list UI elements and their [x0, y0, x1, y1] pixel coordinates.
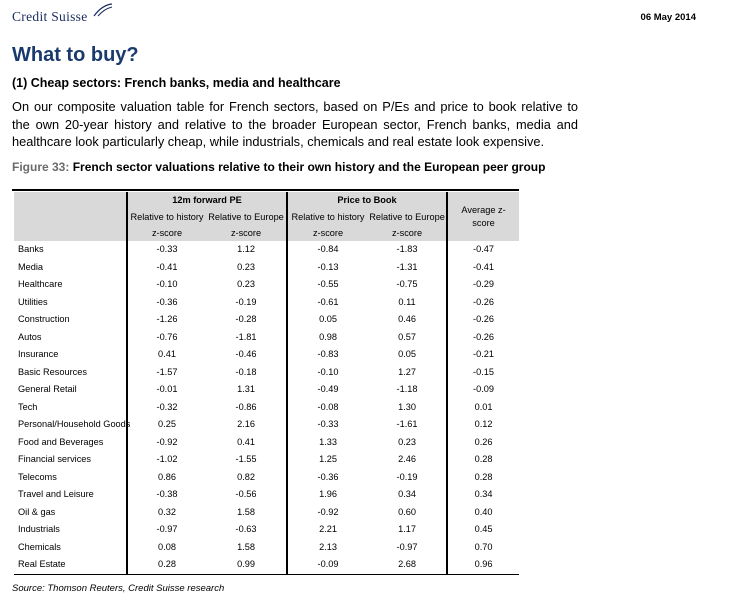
pb-hist-header: Relative to history	[287, 209, 368, 226]
sector-name: Real Estate	[14, 556, 127, 574]
pb-eur-value: -1.61	[396, 419, 418, 429]
unit-label: z-score	[127, 226, 206, 241]
pe-eur-value: 2.16	[237, 419, 255, 429]
page-title: What to buy?	[12, 44, 139, 66]
pe-hist-value: -1.57	[127, 364, 206, 382]
sector-name: Insurance	[18, 349, 59, 359]
average-zscore-value: 0.40	[447, 504, 519, 522]
sector-name: Construction	[18, 314, 70, 324]
sector-name: Travel and Leisure	[18, 489, 94, 499]
pb-eur-value: 0.11	[398, 296, 416, 307]
section-heading: (1) Cheap sectors: French banks, media and healthcare	[12, 76, 341, 90]
pb-eur-value: 0.05	[398, 349, 416, 359]
pe-hist-value: -0.97	[127, 521, 206, 539]
pe-hist-value: -0.41	[127, 259, 206, 277]
sector-name: General Retail	[18, 384, 77, 394]
figure-caption	[12, 158, 572, 176]
pe-hist-value: -1.26	[127, 311, 206, 329]
figure-number: Figure 33:	[12, 160, 70, 174]
pe-eur-value: -1.81	[235, 331, 257, 342]
pe-hist-value: 0.28	[127, 556, 206, 574]
pb-eur-header: Relative to Europe	[368, 209, 447, 226]
figure-title: French sector valuations relative to their own history and the European peer group	[72, 160, 546, 174]
pb-eur-value: 0.46	[398, 314, 416, 324]
pe-hist-value: 0.08	[127, 539, 206, 557]
pb-eur-value: 1.27	[398, 366, 416, 377]
pb-hist-value: -0.09	[287, 556, 368, 574]
pe-eur-value: 0.99	[206, 556, 287, 574]
pb-eur-value: -1.31	[396, 261, 418, 272]
caption-rule	[12, 189, 519, 191]
table-row	[14, 521, 519, 539]
pe-hist-value: -0.76	[127, 329, 206, 347]
pb-hist-value: 0.98	[287, 329, 368, 347]
pe-eur-header: Relative to Europe	[206, 209, 287, 226]
unit-label: z-score	[287, 226, 368, 241]
pe-hist-value: -0.38	[127, 486, 206, 504]
table-row	[14, 469, 519, 487]
average-zscore-value: -0.47	[447, 241, 519, 259]
average-zscore-header: Average z-score	[447, 192, 519, 241]
sector-name: Oil & gas	[18, 506, 56, 517]
table-row	[14, 364, 519, 382]
table-row	[14, 241, 519, 259]
pe-hist-value: 0.32	[127, 504, 206, 522]
pb-hist-value: -0.08	[287, 399, 368, 417]
average-zscore-value: 0.26	[447, 434, 519, 452]
table-row	[14, 539, 519, 557]
pe-hist-header: Relative to history	[127, 209, 206, 226]
average-zscore-value: -0.26	[447, 329, 519, 347]
sector-name: Tech	[18, 401, 38, 412]
table-row	[14, 434, 519, 452]
pe-eur-value: -0.18	[235, 366, 257, 377]
pb-hist-value: -0.83	[287, 346, 368, 364]
pb-eur-value: 2.68	[368, 556, 447, 574]
pb-hist-value: -0.49	[287, 381, 368, 399]
sail-icon	[92, 3, 114, 17]
sector-name: Utilities	[18, 296, 48, 307]
pe-hist-value: 0.25	[127, 416, 206, 434]
sector-name: Industrials	[18, 524, 60, 534]
average-zscore-value: -0.09	[447, 381, 519, 399]
pe-eur-value: 0.41	[237, 436, 255, 447]
pe-eur-value: 1.12	[237, 244, 255, 254]
pb-eur-value: -1.18	[396, 384, 418, 394]
sector-header	[14, 192, 127, 209]
sector-name: Chemicals	[18, 541, 61, 552]
table-body	[14, 241, 519, 574]
table-row	[14, 416, 519, 434]
average-zscore-value: -0.26	[447, 311, 519, 329]
sector-name: Healthcare	[18, 279, 63, 289]
pe-hist-value: -0.32	[127, 399, 206, 417]
average-zscore-value: -0.26	[447, 294, 519, 312]
table-row	[14, 486, 519, 504]
pe-hist-value: -0.36	[127, 294, 206, 312]
pb-hist-value: 1.33	[287, 434, 368, 452]
sector-name: Autos	[18, 331, 42, 342]
pe-eur-value: 1.31	[237, 384, 255, 394]
unit-header-row	[14, 226, 519, 241]
pe-eur-value: 1.58	[237, 506, 255, 517]
pe-eur-value: 0.23	[237, 279, 255, 289]
table-row	[14, 381, 519, 399]
sector-name: Banks	[18, 244, 44, 254]
pe-eur-value: -0.56	[235, 489, 257, 499]
pb-hist-value: -0.55	[287, 276, 368, 294]
pb-eur-value: 0.60	[398, 506, 416, 517]
average-zscore-value: 0.28	[447, 469, 519, 487]
pe-hist-value: 0.86	[127, 469, 206, 487]
pe-eur-value: 1.58	[237, 541, 255, 552]
pe-eur-value: -1.55	[235, 454, 257, 464]
pb-hist-value: -0.13	[287, 259, 368, 277]
table-row	[14, 311, 519, 329]
pb-eur-value: -0.19	[396, 471, 418, 482]
table-row	[14, 329, 519, 347]
pe-hist-value: -0.92	[127, 434, 206, 452]
pb-eur-value: -1.83	[396, 244, 418, 254]
pe-hist-value: -0.01	[127, 381, 206, 399]
pb-eur-value: 0.57	[398, 331, 416, 342]
table-row	[14, 556, 519, 574]
pe-eur-value: -0.28	[235, 314, 257, 324]
average-zscore-value: 0.96	[447, 556, 519, 574]
unit-label: z-score	[368, 226, 447, 241]
valuation-table	[14, 192, 519, 575]
pb-hist-value: 2.13	[287, 539, 368, 557]
average-zscore-value: 0.70	[447, 539, 519, 557]
pe-eur-value: -0.86	[235, 401, 257, 412]
pb-hist-value: 1.25	[287, 451, 368, 469]
pb-eur-value: 2.46	[398, 454, 416, 464]
pb-eur-value: -0.75	[396, 279, 418, 289]
source-note: Source: Thomson Reuters, Credit Suisse research	[12, 583, 225, 594]
table-row	[14, 399, 519, 417]
pe-hist-value: -0.33	[127, 241, 206, 259]
sector-name: Media	[18, 261, 44, 272]
pb-group-header: Price to Book	[287, 192, 447, 209]
pb-eur-value: 0.23	[398, 436, 416, 447]
pb-hist-value: -0.33	[287, 416, 368, 434]
pb-eur-value: 0.34	[398, 489, 416, 499]
sector-name: Financial services	[18, 454, 92, 464]
credit-suisse-logo	[12, 3, 122, 25]
report-date: 06 May 2014	[640, 12, 696, 23]
pe-group-header: 12m forward PE	[127, 192, 287, 209]
average-zscore-value: 0.28	[447, 451, 519, 469]
sector-name: Basic Resources	[18, 366, 87, 377]
pb-hist-value: -0.36	[287, 469, 368, 487]
pb-hist-value: -0.92	[287, 504, 368, 522]
pe-eur-value: -0.46	[235, 349, 257, 359]
pe-eur-value: -0.19	[235, 296, 257, 307]
body-paragraph: On our composite valuation table for French sectors, based on P/Es and price to book relative to the own 20-year history and relative to the broader European sector, French banks, media and healthcare look particularly cheap, while industrials, chemicals and real estate look expensive.	[12, 99, 578, 149]
pe-eur-value: 0.82	[237, 471, 255, 482]
unit-label: z-score	[206, 226, 287, 241]
sector-name: Telecoms	[18, 471, 57, 482]
average-zscore-value: 0.45	[447, 521, 519, 539]
pb-hist-value: 1.96	[287, 486, 368, 504]
sector-unit-cell	[14, 226, 127, 241]
average-zscore-value: 0.12	[447, 416, 519, 434]
average-zscore-value: 0.34	[447, 486, 519, 504]
average-zscore-value: -0.15	[447, 364, 519, 382]
pe-hist-value: 0.41	[127, 346, 206, 364]
pb-hist-value: 0.05	[287, 311, 368, 329]
average-zscore-value: -0.29	[447, 276, 519, 294]
table-row	[14, 294, 519, 312]
table-row	[14, 504, 519, 522]
pe-eur-value: 0.23	[237, 261, 255, 272]
average-zscore-value: -0.21	[447, 346, 519, 364]
group-header-row	[14, 192, 519, 209]
sector-subheader	[14, 209, 127, 226]
pb-eur-value: 1.17	[398, 524, 416, 534]
sector-name: Food and Beverages	[18, 436, 104, 447]
pe-hist-value: -0.10	[127, 276, 206, 294]
pe-eur-value: -0.63	[235, 524, 257, 534]
pb-hist-value: -0.10	[287, 364, 368, 382]
table-row	[14, 276, 519, 294]
table-row	[14, 259, 519, 277]
brand-name: Credit Suisse	[12, 9, 88, 24]
pb-hist-value: 2.21	[287, 521, 368, 539]
sector-name: Personal/Household Goods	[18, 419, 131, 429]
average-zscore-value: -0.41	[447, 259, 519, 277]
pb-eur-value: 1.30	[398, 401, 416, 412]
pe-hist-value: -1.02	[127, 451, 206, 469]
pb-hist-value: -0.84	[287, 241, 368, 259]
table-row	[14, 346, 519, 364]
average-zscore-value: 0.01	[447, 399, 519, 417]
pb-hist-value: -0.61	[287, 294, 368, 312]
pb-eur-value: -0.97	[396, 541, 418, 552]
sub-header-row	[14, 209, 519, 226]
table-row	[14, 451, 519, 469]
